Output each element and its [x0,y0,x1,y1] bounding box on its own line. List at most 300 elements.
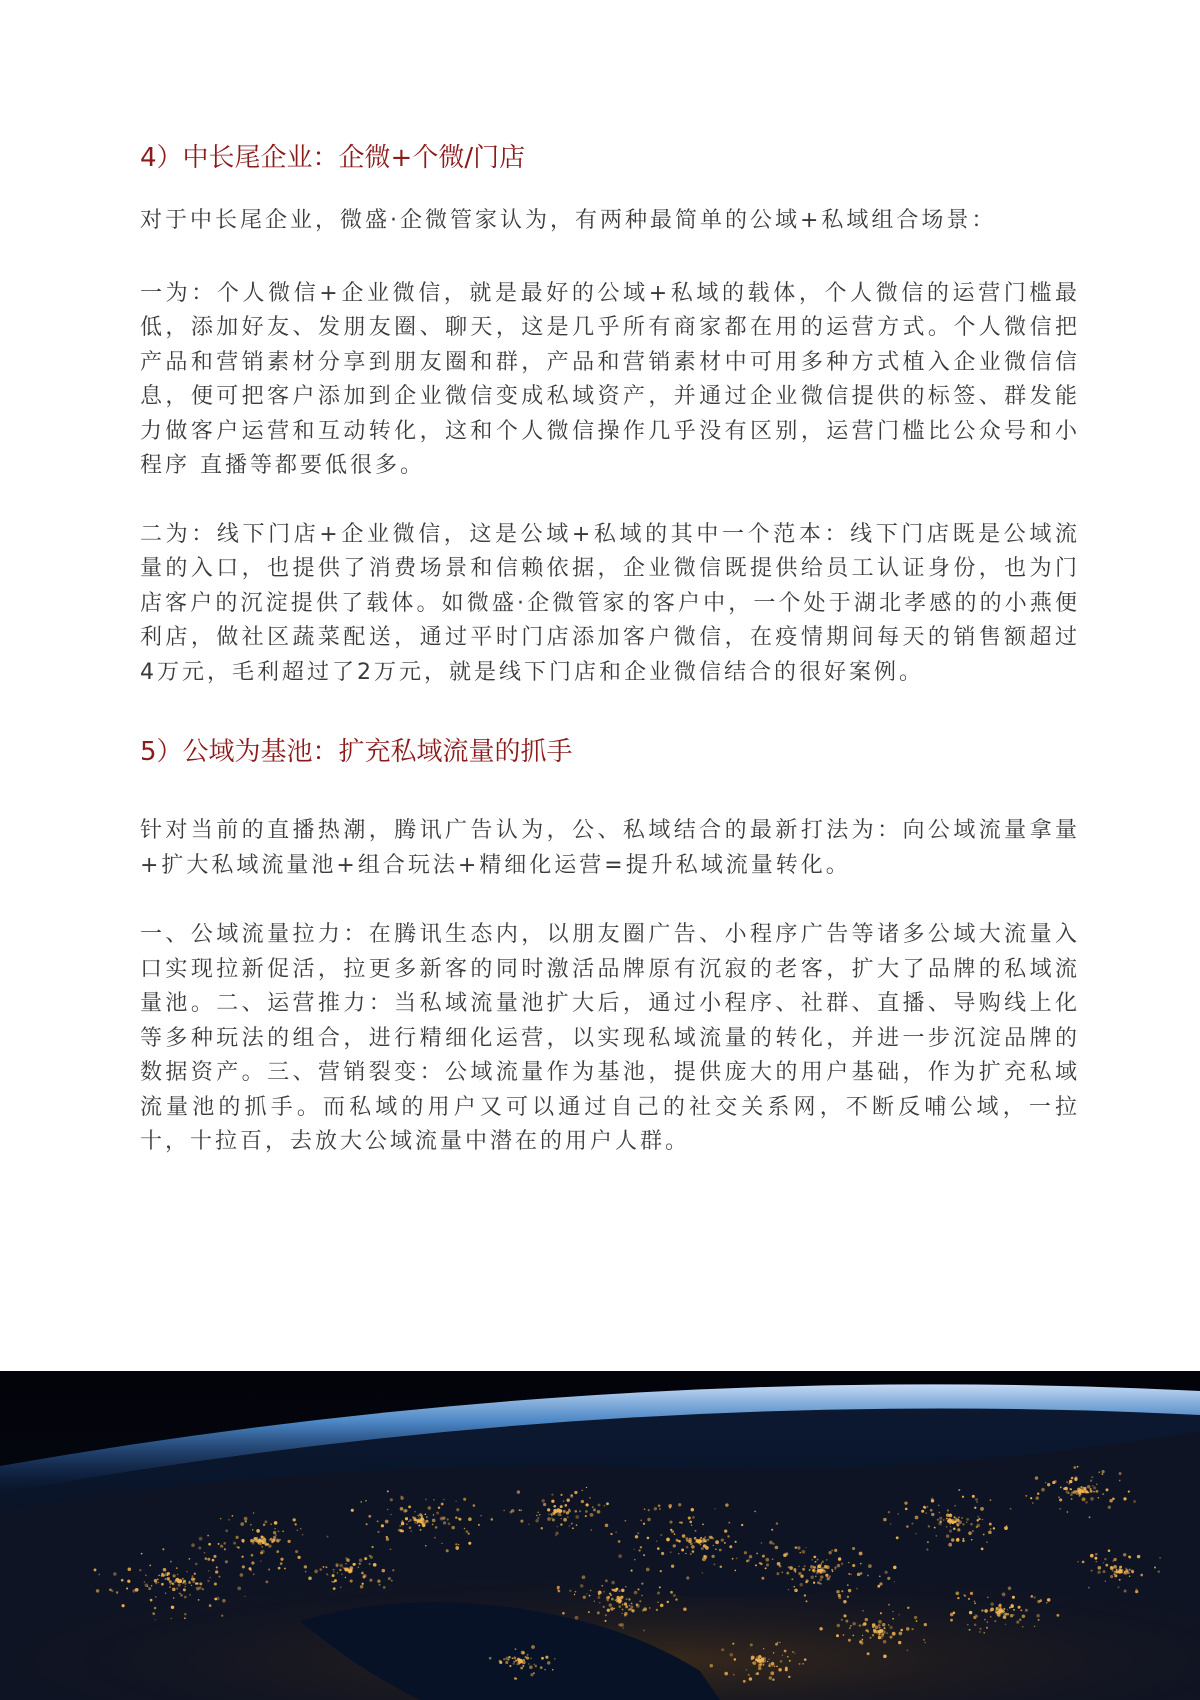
city-light [1030,1497,1032,1499]
city-light [171,1606,174,1609]
city-light [237,1587,241,1591]
city-light [586,1503,589,1506]
city-light [970,1592,973,1595]
city-light [984,1619,986,1621]
city-light [400,1529,403,1532]
city-light [642,1609,645,1612]
city-light [707,1539,709,1541]
city-light [530,1673,533,1676]
city-light [794,1652,795,1653]
city-light [185,1586,186,1587]
city-light [433,1519,434,1520]
city-light [195,1582,197,1584]
city-light [770,1671,774,1675]
city-light [948,1543,952,1547]
city-light [491,1518,494,1521]
city-light [218,1543,220,1545]
city-light [436,1512,439,1515]
city-light [564,1504,567,1507]
city-light [133,1589,136,1592]
city-light [970,1523,973,1526]
city-light [408,1521,409,1522]
city-light [188,1581,191,1584]
city-light [1104,1558,1106,1560]
city-light [244,1517,248,1521]
city-light [660,1534,662,1536]
city-light [949,1530,952,1533]
city-light [551,1500,554,1503]
city-light [566,1511,569,1514]
city-light [455,1501,456,1502]
city-light [251,1554,254,1557]
city-light [955,1591,959,1595]
city-light [99,1574,100,1575]
city-light [915,1533,917,1535]
city-light [1084,1498,1086,1500]
city-light [862,1610,863,1611]
city-light [799,1552,800,1553]
city-light [183,1588,186,1591]
city-light [892,1618,894,1620]
city-light [245,1520,247,1522]
city-light [837,1564,840,1567]
city-light [692,1550,695,1553]
city-light [966,1518,969,1521]
city-light [878,1633,880,1635]
city-light [689,1521,692,1524]
city-light [884,1627,886,1629]
earth-night-illustration [0,1371,1200,1700]
city-light [261,1541,264,1544]
city-light [365,1500,367,1502]
city-light [607,1609,610,1612]
city-light [971,1539,973,1541]
city-light [630,1606,633,1609]
city-light [666,1538,670,1542]
city-light [765,1558,769,1562]
city-light [725,1503,728,1506]
city-light [732,1643,734,1645]
city-light [1016,1621,1019,1624]
city-light [720,1565,723,1568]
city-light [974,1601,975,1602]
city-light [950,1619,953,1622]
city-light [760,1664,762,1666]
city-light [370,1556,373,1559]
section-4-paragraph-one: 一为：个人微信+企业微信，就是最好的公域+私域的载体，个人微信的运营门槛最低，添加好友、发朋友圈、聊天，这是几乎所有商家都在用的运营方式。个人微信把产品和营销素材分享到朋友圈和群，产品和营销素材中可用多种方式植入企业微信信息，便可把客户添加到企业微信变成私域资产，并通过企业微信提供的标签、群发能力做客户运营和互动转化，这和个人微信操作几乎没有区别，运营门槛比公众号和小程序 直播等都要低很多。 [140,280,1080,478]
city-light [184,1596,187,1599]
city-light [1077,1561,1079,1563]
city-light [964,1595,966,1597]
city-light [305,1571,307,1573]
city-light [904,1501,907,1504]
city-light [408,1506,411,1509]
city-light [615,1532,616,1533]
city-light [597,1596,600,1599]
city-light [369,1579,372,1582]
city-light [1010,1614,1013,1617]
city-light [366,1523,368,1525]
city-light [1129,1576,1130,1577]
city-light [177,1574,178,1575]
city-light [165,1572,168,1575]
city-light [888,1511,890,1513]
city-light [841,1563,843,1565]
city-light [800,1575,803,1578]
city-light [254,1537,258,1541]
city-light [765,1567,767,1569]
city-light [1034,1626,1035,1627]
section-5-intro: 针对当前的直播热潮，腾讯广告认为，公、私域结合的最新打法为：向公域流量拿量+扩大私域流量池+组合玩法+精细化运营=提升私域流量转化。 [140,818,1080,878]
city-light [836,1590,839,1593]
city-light [987,1597,989,1599]
city-light [1105,1580,1106,1581]
city-light [528,1524,529,1525]
city-light [212,1559,215,1562]
city-light [1092,1485,1094,1487]
city-light [836,1634,839,1637]
city-light [657,1547,660,1550]
city-light [657,1601,659,1603]
city-light [253,1512,254,1513]
city-light [625,1520,627,1522]
city-light [946,1514,949,1517]
city-light [848,1573,850,1575]
city-light [794,1589,798,1593]
city-light [636,1603,639,1606]
city-light [520,1520,523,1523]
city-light [175,1578,179,1582]
city-light [805,1547,806,1548]
city-light [522,1651,525,1654]
city-light [649,1607,651,1609]
city-light [1070,1488,1072,1490]
city-light [379,1584,381,1586]
city-light [759,1562,761,1564]
city-light [425,1545,427,1547]
city-light [250,1569,252,1571]
city-light [954,1528,956,1530]
city-light [789,1566,793,1570]
city-light [631,1603,633,1605]
city-light [339,1564,343,1568]
city-light [962,1496,964,1498]
city-light [547,1661,551,1665]
city-light [820,1583,822,1585]
city-light [428,1506,432,1510]
city-light [657,1592,660,1595]
city-light [968,1598,970,1600]
city-light [714,1508,715,1509]
city-light [1119,1579,1121,1581]
city-light [586,1487,587,1488]
city-light [1106,1488,1109,1491]
city-light [978,1518,980,1520]
city-light [788,1566,790,1568]
city-light [730,1653,734,1657]
city-light [719,1549,722,1552]
city-light [771,1529,773,1531]
city-light [218,1576,220,1578]
city-light [199,1586,202,1589]
city-light [883,1640,886,1643]
city-light [1047,1483,1050,1486]
city-light [743,1680,746,1683]
city-light [575,1515,579,1519]
city-light [242,1556,244,1558]
city-light [628,1598,630,1600]
city-light [907,1607,909,1609]
city-light [691,1508,694,1511]
city-light [1119,1472,1122,1475]
city-light [605,1524,608,1527]
city-light [535,1519,538,1522]
city-light [295,1523,297,1525]
city-light [767,1661,768,1662]
city-light [537,1517,539,1519]
city-light [1059,1508,1060,1509]
city-light [798,1572,801,1575]
city-light [385,1520,389,1524]
city-light [776,1666,778,1668]
city-light [590,1590,592,1592]
city-light [1070,1493,1073,1496]
city-light [1077,1490,1079,1492]
city-light [869,1637,871,1639]
city-light [1003,1608,1005,1610]
city-light [350,1579,353,1582]
city-light [897,1513,899,1515]
city-light [763,1648,764,1649]
city-light [674,1533,676,1535]
city-light [834,1549,837,1552]
city-light [821,1562,822,1563]
city-light [413,1517,416,1520]
city-light [333,1571,335,1573]
city-light [189,1594,191,1596]
city-light [278,1567,281,1570]
city-light [345,1557,348,1560]
city-light [700,1537,702,1539]
city-light [304,1565,307,1568]
city-light [1120,1570,1123,1573]
city-light [250,1524,251,1525]
city-light [362,1583,364,1585]
city-light [163,1568,167,1572]
city-light [242,1565,245,1568]
city-light [983,1632,985,1634]
city-light [1020,1609,1022,1611]
city-light [361,1572,364,1575]
city-light [786,1572,789,1575]
city-light [585,1515,587,1517]
city-light [976,1501,978,1503]
city-light [1087,1485,1090,1488]
city-light [776,1572,779,1575]
city-light [1129,1569,1131,1571]
city-light [265,1580,268,1583]
city-light [1000,1611,1002,1613]
city-light [478,1524,480,1526]
city-light [557,1508,560,1511]
city-light [826,1566,827,1567]
city-light [513,1657,516,1660]
city-light [409,1519,411,1521]
city-light [680,1522,682,1524]
city-light [969,1611,972,1614]
city-light [214,1598,217,1601]
city-light [647,1518,650,1521]
city-light [1041,1488,1045,1492]
city-light [791,1578,793,1580]
city-light [215,1570,218,1573]
city-light [643,1630,645,1632]
city-light [272,1541,274,1543]
city-light [610,1607,613,1610]
city-light [381,1524,384,1527]
city-light [382,1569,386,1573]
city-light [169,1580,172,1583]
city-light [817,1570,819,1572]
city-light [548,1513,550,1515]
city-light [831,1569,833,1571]
city-light [834,1567,836,1569]
city-light [915,1516,919,1520]
city-light [937,1519,939,1521]
city-light [455,1516,457,1518]
city-light [793,1586,795,1588]
city-light [1031,1595,1034,1598]
city-light [314,1570,318,1574]
city-light [813,1582,815,1584]
city-light [865,1618,868,1621]
city-light [333,1587,336,1590]
city-light [1102,1473,1104,1475]
city-light [155,1619,156,1620]
city-light [240,1573,244,1577]
city-light [974,1507,976,1509]
city-light [792,1651,794,1653]
city-light [1013,1609,1015,1611]
city-light [618,1590,620,1592]
city-light [345,1568,348,1571]
city-light [503,1658,506,1661]
city-light [780,1660,782,1662]
city-light [686,1546,689,1549]
city-light [872,1626,874,1628]
city-light [698,1541,700,1543]
city-light [695,1530,697,1532]
city-light [319,1568,322,1571]
city-light [526,1657,529,1660]
city-light [468,1542,471,1545]
city-light [703,1545,706,1548]
city-light [611,1598,614,1601]
city-light [419,1513,422,1516]
city-light [280,1562,283,1565]
city-light [643,1523,645,1525]
city-light [982,1519,983,1520]
city-light [191,1543,195,1547]
city-light [216,1566,218,1568]
city-light [369,1563,371,1565]
city-light [410,1530,412,1532]
city-light [1090,1490,1093,1493]
city-light [560,1507,561,1508]
city-light [581,1500,584,1503]
city-light [420,1529,422,1531]
city-light [946,1518,948,1520]
city-light [360,1501,362,1503]
city-light [610,1594,612,1596]
city-light [862,1624,865,1627]
city-light [333,1581,335,1583]
city-light [986,1541,988,1543]
city-light [280,1539,281,1540]
city-light [979,1631,981,1633]
city-light [1046,1602,1048,1604]
city-light [560,1494,562,1496]
city-light [648,1509,650,1511]
city-light [250,1539,253,1542]
city-light [199,1537,203,1541]
city-light [154,1579,158,1583]
city-light [563,1518,567,1522]
city-light [567,1499,570,1502]
city-light [567,1516,569,1518]
city-light [622,1604,624,1606]
city-light [1047,1598,1051,1602]
city-light [887,1577,890,1580]
city-light [435,1526,438,1529]
city-light [852,1564,855,1567]
city-light [284,1568,286,1570]
city-light [749,1677,752,1680]
city-light [1066,1481,1068,1483]
city-light [671,1530,674,1533]
city-light [931,1499,934,1502]
city-light [825,1574,828,1577]
city-light [1110,1575,1113,1578]
city-light [575,1616,579,1620]
city-light [1002,1593,1006,1597]
city-light [800,1583,803,1586]
city-light [377,1520,379,1522]
city-light [1076,1493,1078,1495]
city-light [508,1656,510,1658]
city-light [678,1553,679,1554]
city-light [264,1520,267,1523]
city-light [276,1552,277,1553]
city-light [981,1609,983,1611]
city-light [802,1663,804,1665]
city-light [848,1562,849,1563]
city-light [1128,1491,1130,1493]
city-light [843,1614,846,1617]
city-light [946,1526,948,1528]
city-light [553,1511,555,1513]
city-light [1090,1497,1094,1501]
city-light [1078,1493,1080,1495]
city-light [184,1583,186,1585]
city-light [709,1536,712,1539]
city-light [1133,1500,1136,1503]
city-light [893,1566,897,1570]
city-light [923,1639,925,1641]
city-light [804,1594,806,1596]
city-light [1123,1572,1126,1575]
city-light [113,1572,116,1575]
